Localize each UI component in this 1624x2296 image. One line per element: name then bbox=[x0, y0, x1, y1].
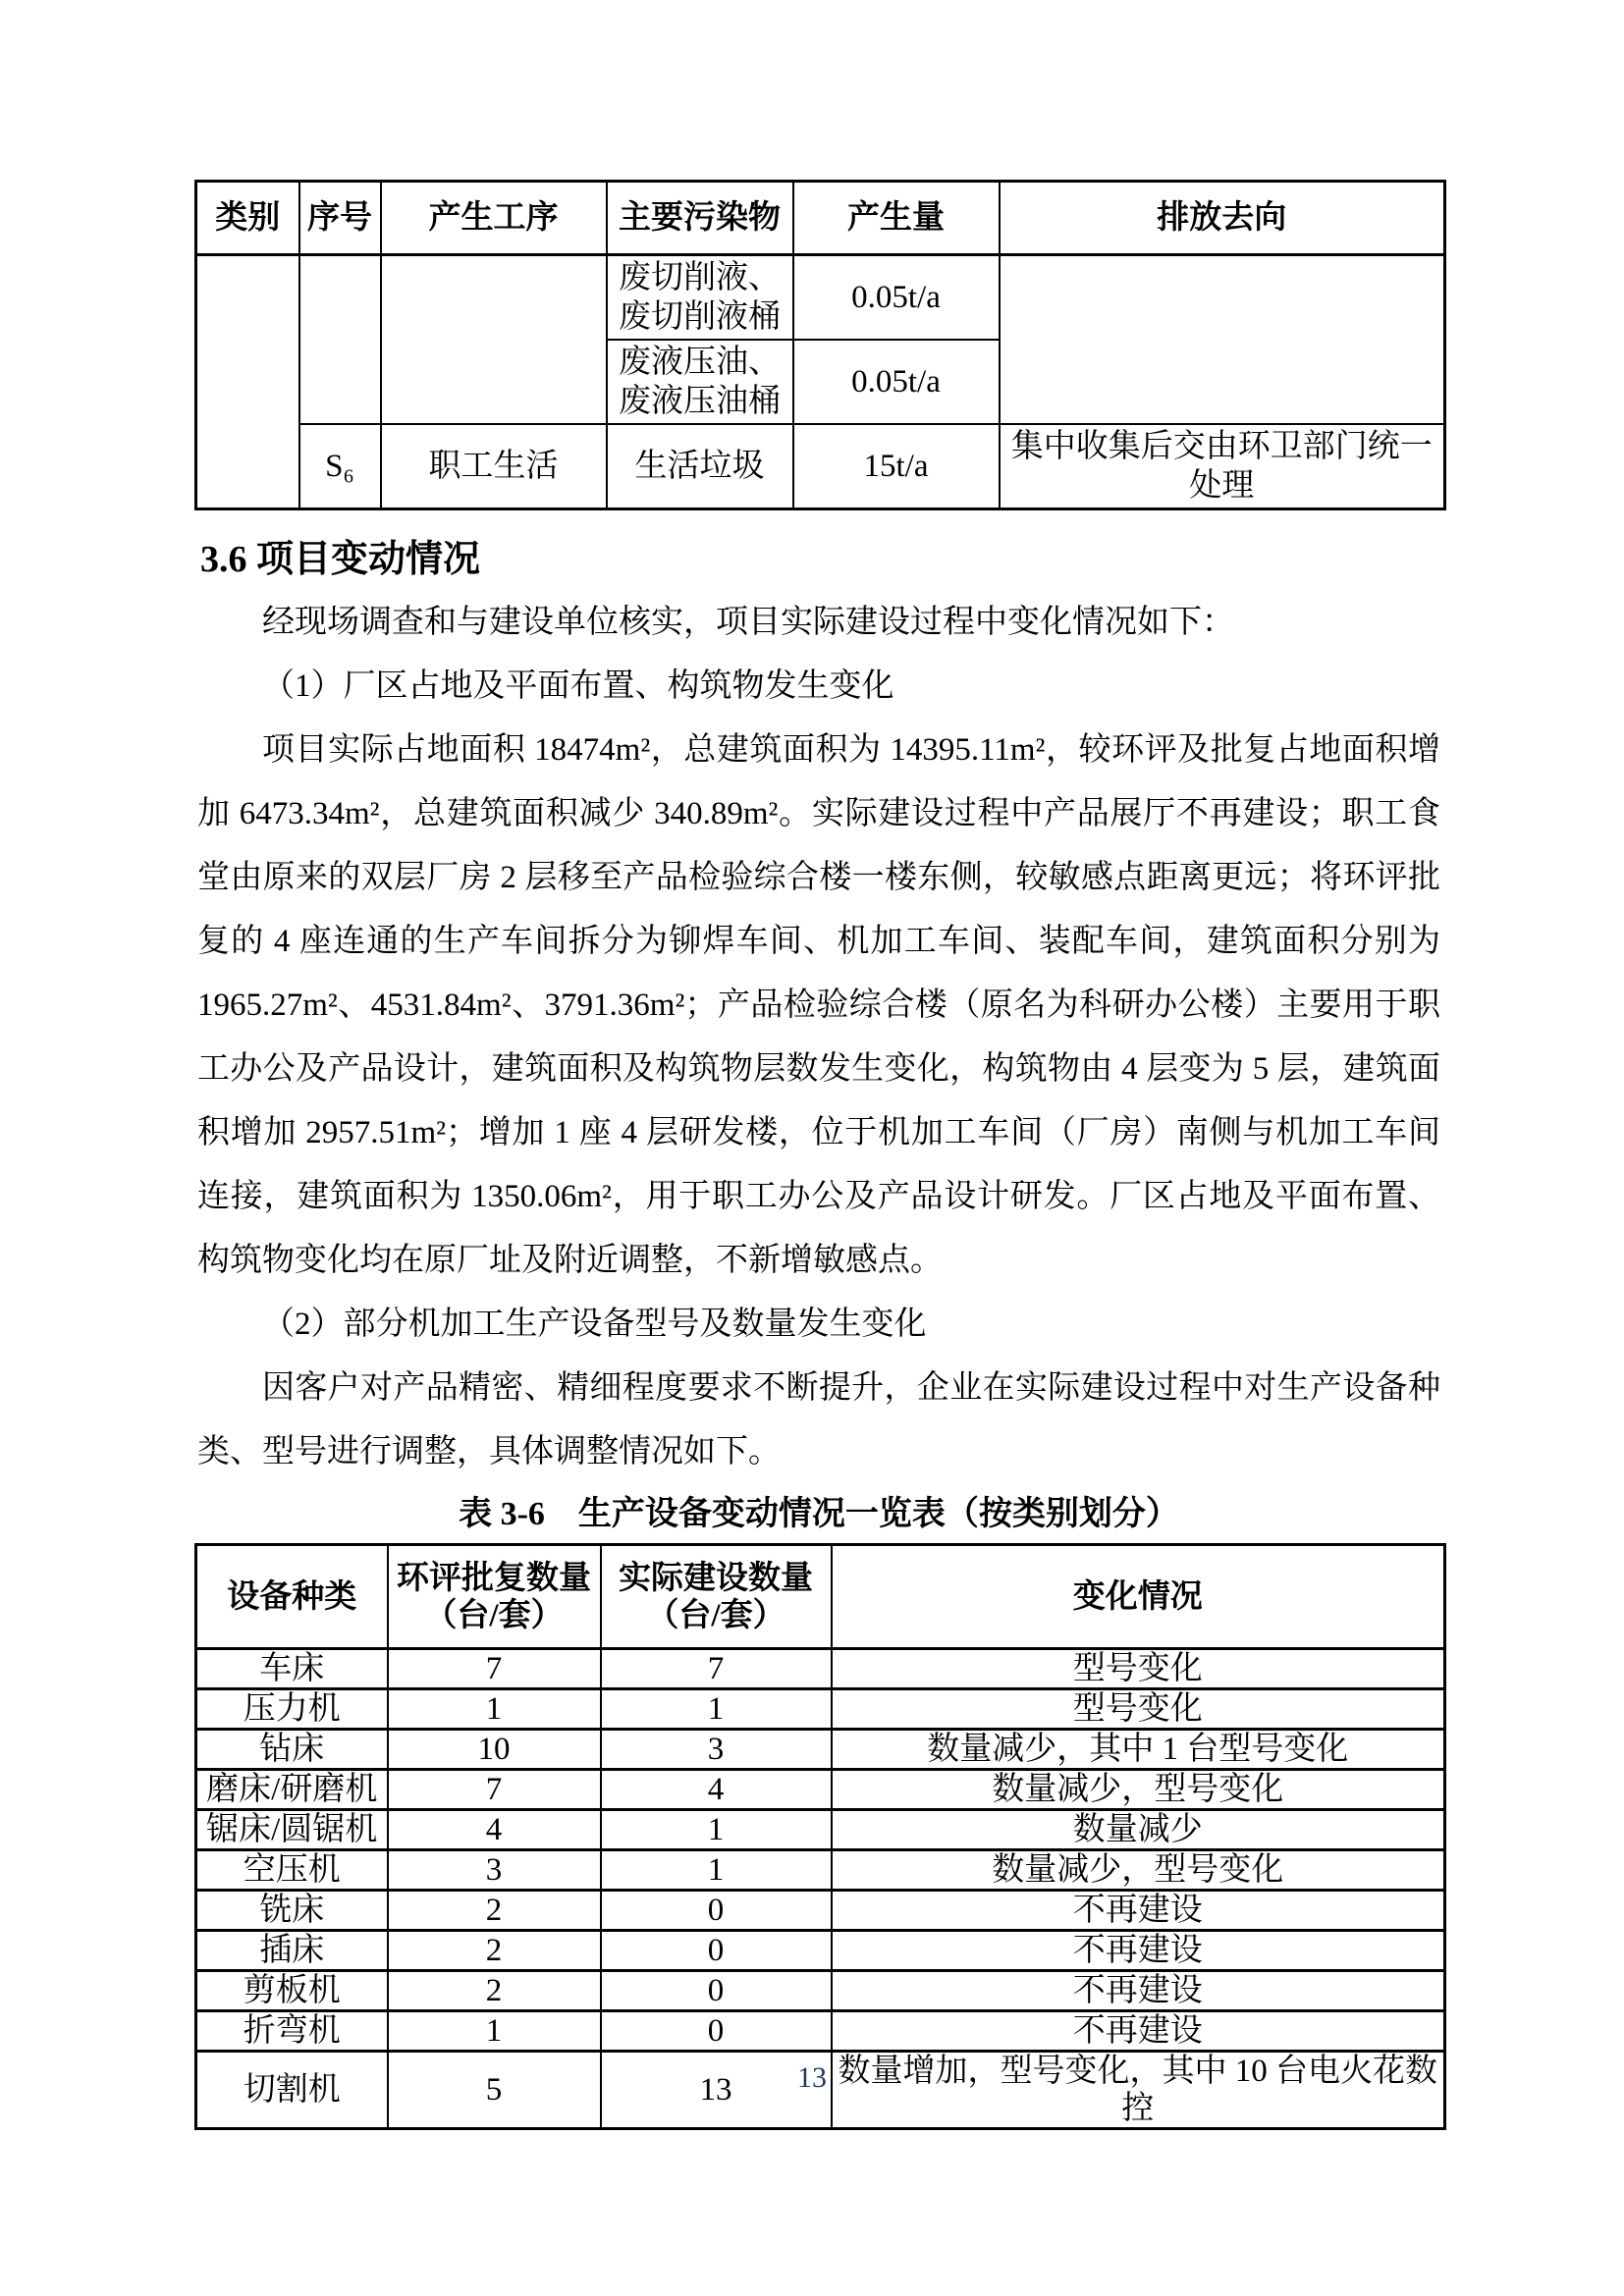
cell-change: 数量增加，型号变化，其中 10 台电火花数控 bbox=[832, 2052, 1445, 2129]
paragraph: 因客户对产品精密、精细程度要求不断提升，企业在实际建设过程中对生产设备种类、型号进行调整，具体调整情况如下。 bbox=[197, 1370, 1440, 1469]
col-header-amount: 产生量 bbox=[793, 182, 1000, 255]
cell-change: 不再建设 bbox=[832, 1931, 1445, 1971]
col-header-process: 产生工序 bbox=[381, 182, 607, 255]
cell-process: 职工生活 bbox=[381, 424, 607, 509]
cell-change: 数量减少，型号变化 bbox=[832, 1770, 1445, 1810]
cell-device: 剪板机 bbox=[196, 1971, 388, 2011]
cell-change: 型号变化 bbox=[832, 1689, 1445, 1730]
cell-approved: 3 bbox=[388, 1850, 601, 1891]
paragraph: 项目实际占地面积 18474m²，总建筑面积为 14395.11m²，较环评及批复占地面积增加 6473.34m²，总建筑面积减少 340.89m²。实际建设过程中产品展厅不再建设；职工食堂由原来的双层厂房 2 层移至产品检验综合楼一楼东侧，较敏感点距离更远；将环评批复的 4 座连通的生产车间拆分为铆焊车间、机加工车间、装配车间，建筑面积分别为 1965.27m²、4531.84m²、3791.36m²；产品检验综合楼（原名为科研办公楼）主要用于职工办公及产品设计，建筑面积及构筑物层数发生变化，构筑物由 4 层变为 5 层，建筑面积增加 2957.51m²；增加 1 座 4 层研发楼，位于机加工车间（厂房）南侧与机加工车间连接，建筑面积为 1350.06m²，用于职工办公及产品设计研发。厂区占地及平面布置、构筑物变化均在原厂址及附近调整，不新增敏感点。 bbox=[197, 732, 1440, 1278]
pollutant-table bbox=[194, 180, 1446, 510]
cell-change: 数量减少 bbox=[832, 1810, 1445, 1850]
table-row bbox=[196, 1850, 1445, 1891]
paragraph: （2）部分机加工生产设备型号及数量发生变化 bbox=[262, 1307, 927, 1342]
table-row bbox=[196, 1931, 1445, 1971]
cell-built: 1 bbox=[601, 1689, 832, 1730]
cell-amount: 0.05t/a bbox=[793, 340, 1000, 424]
col-header-approved-count bbox=[388, 1545, 601, 1649]
cell-destination: 集中收集后交由环卫部门统一处理 bbox=[1000, 424, 1445, 509]
cell-built: 13 bbox=[601, 2052, 832, 2129]
cell-serial: S₆ bbox=[299, 424, 381, 509]
cell-change: 不再建设 bbox=[832, 2011, 1445, 2052]
equipment-change-table bbox=[194, 1543, 1446, 2130]
header-line: （台/套） bbox=[646, 1597, 785, 1633]
cell-device: 钻床 bbox=[196, 1730, 388, 1770]
cell-device: 折弯机 bbox=[196, 2011, 388, 2052]
table-row bbox=[196, 2011, 1445, 2052]
cell-built: 1 bbox=[601, 1810, 832, 1850]
table-row bbox=[196, 255, 1445, 341]
cell-built: 0 bbox=[601, 1891, 832, 1931]
cell-amount: 0.05t/a bbox=[793, 255, 1000, 341]
cell-built: 3 bbox=[601, 1730, 832, 1770]
cell-device: 锯床/圆锯机 bbox=[196, 1810, 388, 1850]
cell-built: 1 bbox=[601, 1850, 832, 1891]
cell-approved: 2 bbox=[388, 1931, 601, 1971]
header-line: 实际建设数量 bbox=[619, 1560, 813, 1596]
cell-device: 空压机 bbox=[196, 1850, 388, 1891]
col-header-built-count bbox=[601, 1545, 832, 1649]
cell-amount: 15t/a bbox=[793, 424, 1000, 509]
cell-process-empty bbox=[381, 255, 607, 425]
cell-device: 插床 bbox=[196, 1931, 388, 1971]
cell-change: 数量减少，型号变化 bbox=[832, 1850, 1445, 1891]
cell-approved: 1 bbox=[388, 1689, 601, 1730]
cell-built: 0 bbox=[601, 2011, 832, 2052]
cell-device: 车床 bbox=[196, 1649, 388, 1689]
table-row bbox=[196, 1649, 1445, 1689]
cell-change: 型号变化 bbox=[832, 1649, 1445, 1689]
paragraph: 经现场调查和与建设单位核实，项目实际建设过程中变化情况如下： bbox=[262, 605, 1234, 640]
cell-change: 不再建设 bbox=[832, 1971, 1445, 2011]
cell-approved: 1 bbox=[388, 2011, 601, 2052]
section-body bbox=[197, 591, 1440, 1484]
cell-change: 数量减少，其中 1 台型号变化 bbox=[832, 1730, 1445, 1770]
cell-built: 7 bbox=[601, 1649, 832, 1689]
col-header-destination: 排放去向 bbox=[1000, 182, 1445, 255]
table-row bbox=[196, 1971, 1445, 2011]
section-heading: 3.6 项目变动情况 bbox=[200, 539, 481, 580]
cell-device: 铣床 bbox=[196, 1891, 388, 1931]
col-header-device-type bbox=[196, 1545, 388, 1649]
table-row bbox=[196, 1689, 1445, 1730]
cell-device: 磨床/研磨机 bbox=[196, 1770, 388, 1810]
cell-destination-empty bbox=[1000, 255, 1445, 425]
header-line: 变化情况 bbox=[1072, 1578, 1203, 1615]
table-row bbox=[196, 1770, 1445, 1810]
table-row bbox=[196, 1891, 1445, 1931]
cell-device: 压力机 bbox=[196, 1689, 388, 1730]
cell-approved: 4 bbox=[388, 1810, 601, 1850]
cell-approved: 5 bbox=[388, 2052, 601, 2129]
cell-change: 不再建设 bbox=[832, 1891, 1445, 1931]
col-header-category: 类别 bbox=[196, 182, 299, 255]
cell-built: 0 bbox=[601, 1971, 832, 2011]
cell-approved: 10 bbox=[388, 1730, 601, 1770]
table-row bbox=[196, 1810, 1445, 1850]
table-row bbox=[196, 1730, 1445, 1770]
header-line: 设备种类 bbox=[227, 1578, 357, 1615]
header-line: 环评批复数量 bbox=[397, 1560, 591, 1596]
page-number: 13 bbox=[797, 2061, 827, 2094]
header-line: （台/套） bbox=[424, 1597, 564, 1633]
cell-serial-empty bbox=[299, 255, 381, 425]
cell-approved: 7 bbox=[388, 1770, 601, 1810]
col-header-serial: 序号 bbox=[299, 182, 381, 255]
equipment-table-header-row bbox=[196, 1545, 1445, 1649]
cell-built: 0 bbox=[601, 1931, 832, 1971]
col-header-change bbox=[832, 1545, 1445, 1649]
page-content bbox=[194, 180, 1443, 2130]
cell-built: 4 bbox=[601, 1770, 832, 1810]
cell-device: 切割机 bbox=[196, 2052, 388, 2129]
paragraph: （1）厂区占地及平面布置、构筑物发生变化 bbox=[262, 668, 894, 704]
table-row bbox=[196, 424, 1445, 509]
cell-category-empty bbox=[196, 255, 299, 509]
table-caption: 表 3-6 生产设备变动情况一览表（按类别划分） bbox=[459, 1496, 1179, 1532]
col-header-pollutant: 主要污染物 bbox=[607, 182, 793, 255]
cell-approved: 2 bbox=[388, 1891, 601, 1931]
cell-pollutant: 废切削液、废切削液桶 bbox=[607, 255, 793, 341]
cell-approved: 2 bbox=[388, 1971, 601, 2011]
cell-pollutant: 废液压油、废液压油桶 bbox=[607, 340, 793, 424]
pollutant-table-header-row bbox=[196, 182, 1445, 255]
cell-approved: 7 bbox=[388, 1649, 601, 1689]
cell-pollutant: 生活垃圾 bbox=[607, 424, 793, 509]
